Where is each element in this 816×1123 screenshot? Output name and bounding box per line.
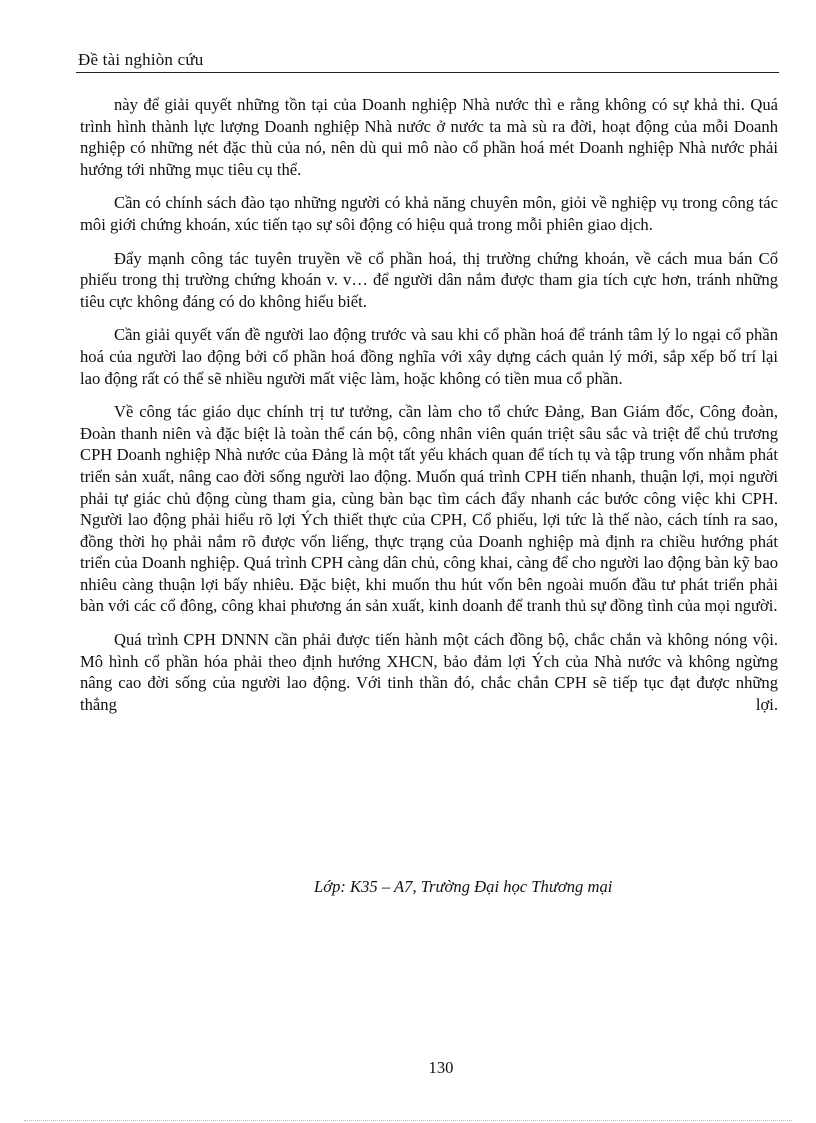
- page-number: 130: [428, 1058, 454, 1077]
- paragraph: Cần có chính sách đào tạo những người có khả năng chuyên môn, giỏi về nghiệp vụ trong công tác môi giới chứng khoán, xúc tiến tạo sự sôi động có hiệu quả trong mỗi phiên giao dịch.: [80, 193, 778, 234]
- author-signature: Lớp: K35 – A7, Trường Đại học Thương mại: [314, 877, 613, 896]
- paragraph: Về công tác giáo dục chính trị tư tưởng, cần làm cho tổ chức Đảng, Ban Giám đốc, Công đoàn, Đoàn thanh niên và đặc biệt là toàn thể cán bộ, công nhân viên quán triệt sâu sắc và triệt để chủ trương CPH Doanh nghiệp Nhà nước của Đảng là một tất yếu khách quan để tích tụ và tập trung vốn nhằm phát triển sản xuất, nâng cao đời sống người lao động. Muốn quá trình CPH tiến nhanh, thuận lợi, mọi người phải tự giác chủ động cùng tham gia, cùng bàn bạc tìm cách đẩy nhanh các bước công việc khi CPH. Người lao động phải hiểu rõ lợi Ých thiết thực của CPH, Cổ phiếu, lợi tức là thế nào, cách tính ra sao, đồng thời họ phải nắm rõ được vốn liếng, thực trạng của Doanh nghiệp mà định ra chiều hướng phát triển của Doanh nghiệp. Quá trình CPH càng dân chủ, công khai, càng để cho người lao động bàn kỹ bao nhiêu càng thuận lợi bấy nhiêu. Đặc biệt, khi muốn thu hút vốn bên ngoài muốn đầu tư phát triển phải bàn với các cổ đông, công khai phương án sản xuất, kinh doanh để tranh thủ sự đồng tình của mọi người.: [80, 402, 778, 616]
- paragraph: Đẩy mạnh công tác tuyên truyền về cổ phần hoá, thị trường chứng khoán, về cách mua bán Cổ phiếu trong thị trường chứng khoán v. v… để người dân nắm được tham gia tích cực hơn, tránh những tiêu cực không đáng có do không hiểu biết.: [80, 248, 778, 311]
- paragraph: Quá trình CPH DNNN cần phải được tiến hành một cách đồng bộ, chắc chắn và không nóng vội. Mô hình cổ phần hóa phải theo định hướng XHCN, bảo đảm lợi Ých của Nhà nước và không ngừng nâng cao đời sống của người lao động. Với tinh thần đó, chắc chắn CPH sẽ tiếp tục đạt được những thắng lợi.: [80, 630, 778, 714]
- bottom-divider: [24, 1120, 792, 1121]
- header-divider: [76, 72, 779, 73]
- running-header: Đề tài nghiòn cứu: [78, 50, 204, 69]
- body-text: [80, 94, 778, 727]
- paragraph: này để giải quyết những tồn tại của Doanh nghiệp Nhà nước thì e rằng không có sự khả thi. Quá trình hình thành lực lượng Doanh nghiệp Nhà nước ở nước ta mà sù ra đời, hoạt động của mỗi Doanh nghiệp có những nét đặc thù của nó, nên dù qui mô nào cổ phần hoá mét Doanh nghiệp Nhà nước phải hướng tới những mục tiêu cụ thể.: [80, 95, 778, 179]
- paragraph: Cần giải quyết vấn đề người lao động trước và sau khi cổ phần hoá để tránh tâm lý lo ngại cổ phần hoá của người lao động bởi cổ phần hoá đồng nghĩa với xây dựng cách quản lý mới, sắp xếp bố trí lại lao động rất có thể sẽ nhiều người mất việc làm, hoặc không có tiền mua cổ phần.: [80, 325, 778, 388]
